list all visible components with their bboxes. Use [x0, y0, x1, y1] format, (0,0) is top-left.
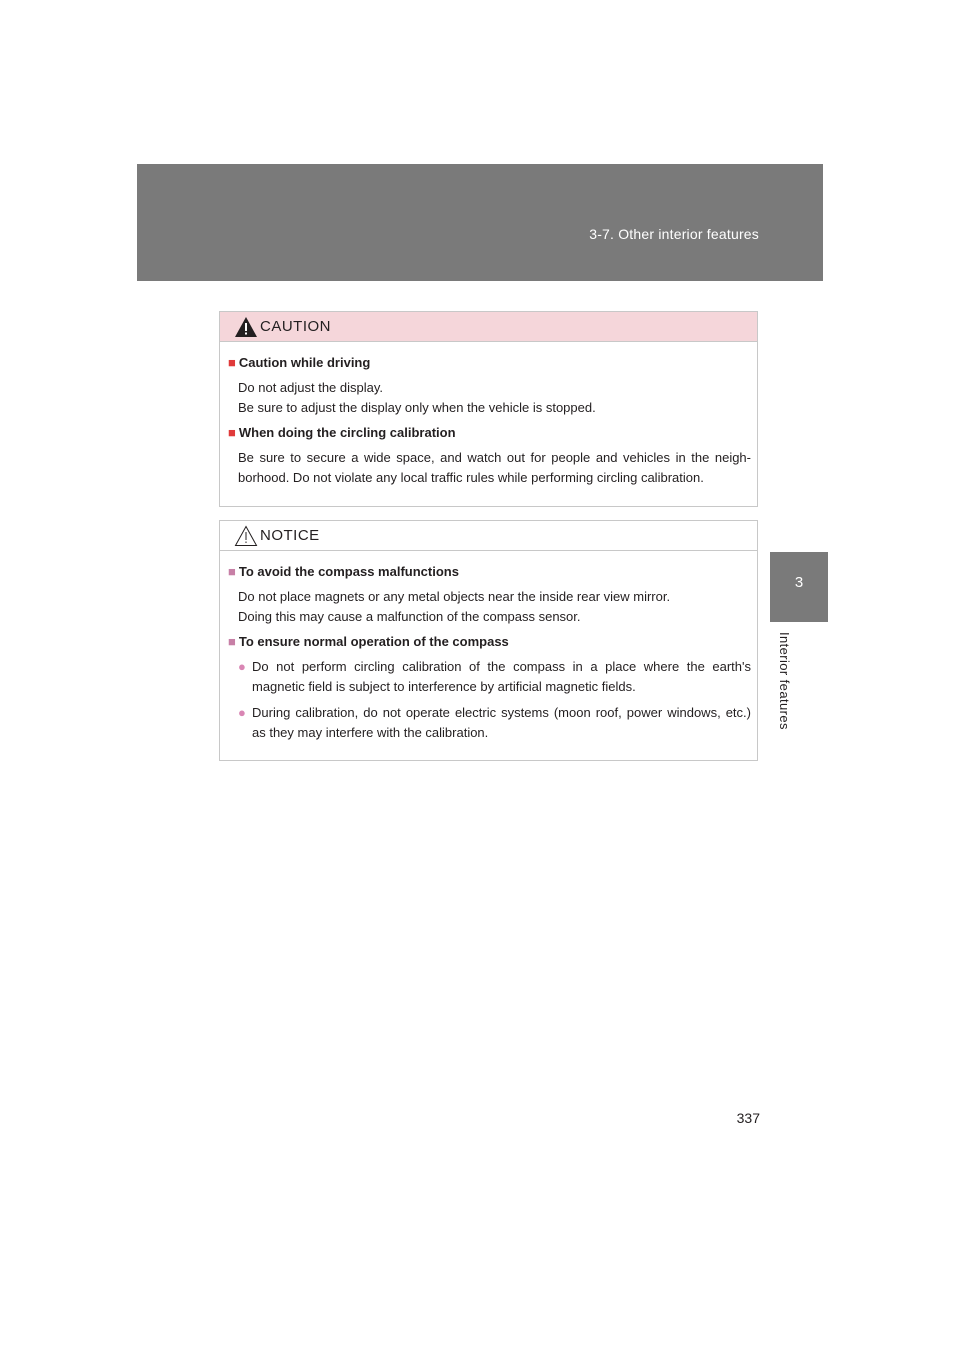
bullet-dot-icon: ●: [238, 659, 246, 674]
bullet-dot-icon: ●: [238, 705, 246, 720]
section-title: 3-7. Other interior features: [589, 226, 759, 242]
warning-triangle-icon: [234, 316, 258, 338]
header-band: [137, 164, 823, 281]
notice-body: [220, 551, 757, 743]
caution-label: CAUTION: [260, 318, 331, 335]
notice-bullet: ● Do not perform circling calibration of the compass in a place where the earth's magnetic field is subject to interference by artificial magnetic fields.: [238, 659, 751, 694]
notice-item-title: ■ To avoid the compass malfunctions: [228, 564, 459, 579]
notice-box: [219, 520, 758, 761]
page-number: 337: [736, 1110, 760, 1126]
warning-triangle-outline-icon: [234, 525, 258, 547]
caution-paragraph: Be sure to secure a wide space, and watch out for people and vehicles in the neigh-borhood. Do not violate any local traffic rules while performing circling calibration.: [238, 450, 751, 485]
notice-bullet: ● During calibration, do not operate electric systems (moon roof, power windows, etc.) as they may interfere with the calibration.: [238, 705, 751, 740]
caution-header: [220, 312, 757, 342]
notice-paragraph: Do not place magnets or any metal objects near the inside rear view mirror. Doing this may cause a malfunction of the compass sensor.: [238, 589, 671, 624]
chapter-tab: [770, 552, 828, 622]
notice-header: [220, 521, 757, 551]
notice-label: NOTICE: [260, 527, 320, 544]
caution-paragraph: Do not adjust the display. Be sure to adjust the display only when the vehicle is stopped.: [238, 380, 596, 415]
chapter-label: Interior features: [777, 632, 792, 730]
caution-body: [220, 342, 757, 488]
caution-box: [219, 311, 758, 507]
caution-item-title: ■ When doing the circling calibration: [228, 425, 456, 440]
caution-item-title: ■ Caution while driving: [228, 355, 371, 370]
chapter-number: 3: [794, 574, 804, 591]
notice-item-title: ■ To ensure normal operation of the compass: [228, 634, 509, 649]
